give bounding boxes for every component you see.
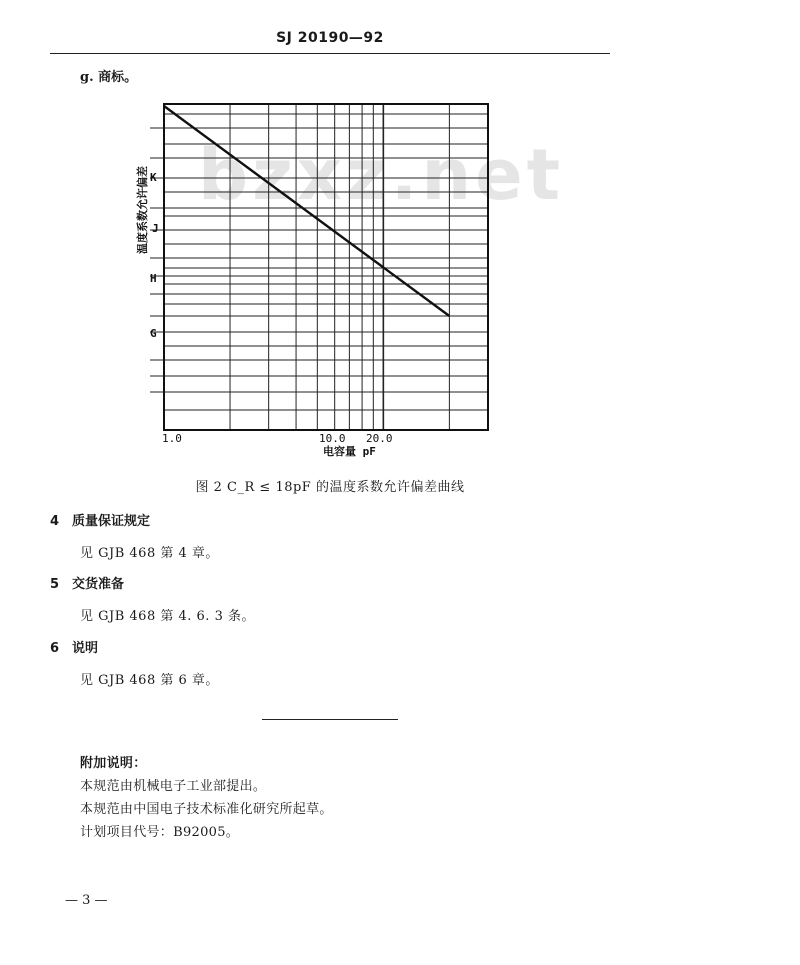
x-tick-label-1: 1.0 [162, 432, 182, 445]
notes-line-1: 本规范由机械电子工业部提出。 [80, 779, 267, 794]
end-rule [262, 719, 398, 720]
document-code: SJ 20190—92 [276, 30, 384, 46]
section-5-body: 见 GJB 468 第 4. 6. 3 条。 [80, 609, 255, 624]
y-tick-label-j: J [152, 222, 159, 235]
chart-y-ticks [150, 128, 164, 392]
section-4-body: 见 GJB 468 第 4 章。 [80, 546, 219, 561]
page-number: — 3 — [65, 893, 108, 908]
item-g-text: g. 商标。 [80, 70, 138, 85]
y-tick-label-g: G [150, 327, 157, 340]
notes-line-2: 本规范由中国电子技术标准化研究所起草。 [80, 802, 333, 817]
deviation-chart [120, 100, 520, 460]
x-tick-label-20: 20.0 [366, 432, 393, 445]
notes-title: 附加说明： [80, 756, 147, 771]
y-tick-label-k: K [150, 171, 157, 184]
y-tick-label-h: H [150, 272, 157, 285]
header-rule [50, 53, 610, 54]
section-5-title: 5 交货准备 [50, 577, 125, 592]
y-axis-label: 温度系数允许偏差 [136, 166, 149, 254]
section-6-body: 见 GJB 468 第 6 章。 [80, 673, 219, 688]
chart-frame [164, 104, 488, 430]
section-6-title: 6 说明 [50, 641, 99, 656]
section-4-title: 4 质量保证规定 [50, 514, 151, 529]
x-axis-label: 电容量 pF [323, 445, 376, 458]
watermark: bzxz.net [198, 134, 565, 216]
figure-caption: 图 2 C_R ≤ 18pF 的温度系数允许偏差曲线 [195, 480, 465, 495]
x-tick-label-10: 10.0 [319, 432, 346, 445]
notes-line-3: 计划项目代号：B92005。 [80, 825, 240, 840]
chart-grid [164, 104, 488, 430]
